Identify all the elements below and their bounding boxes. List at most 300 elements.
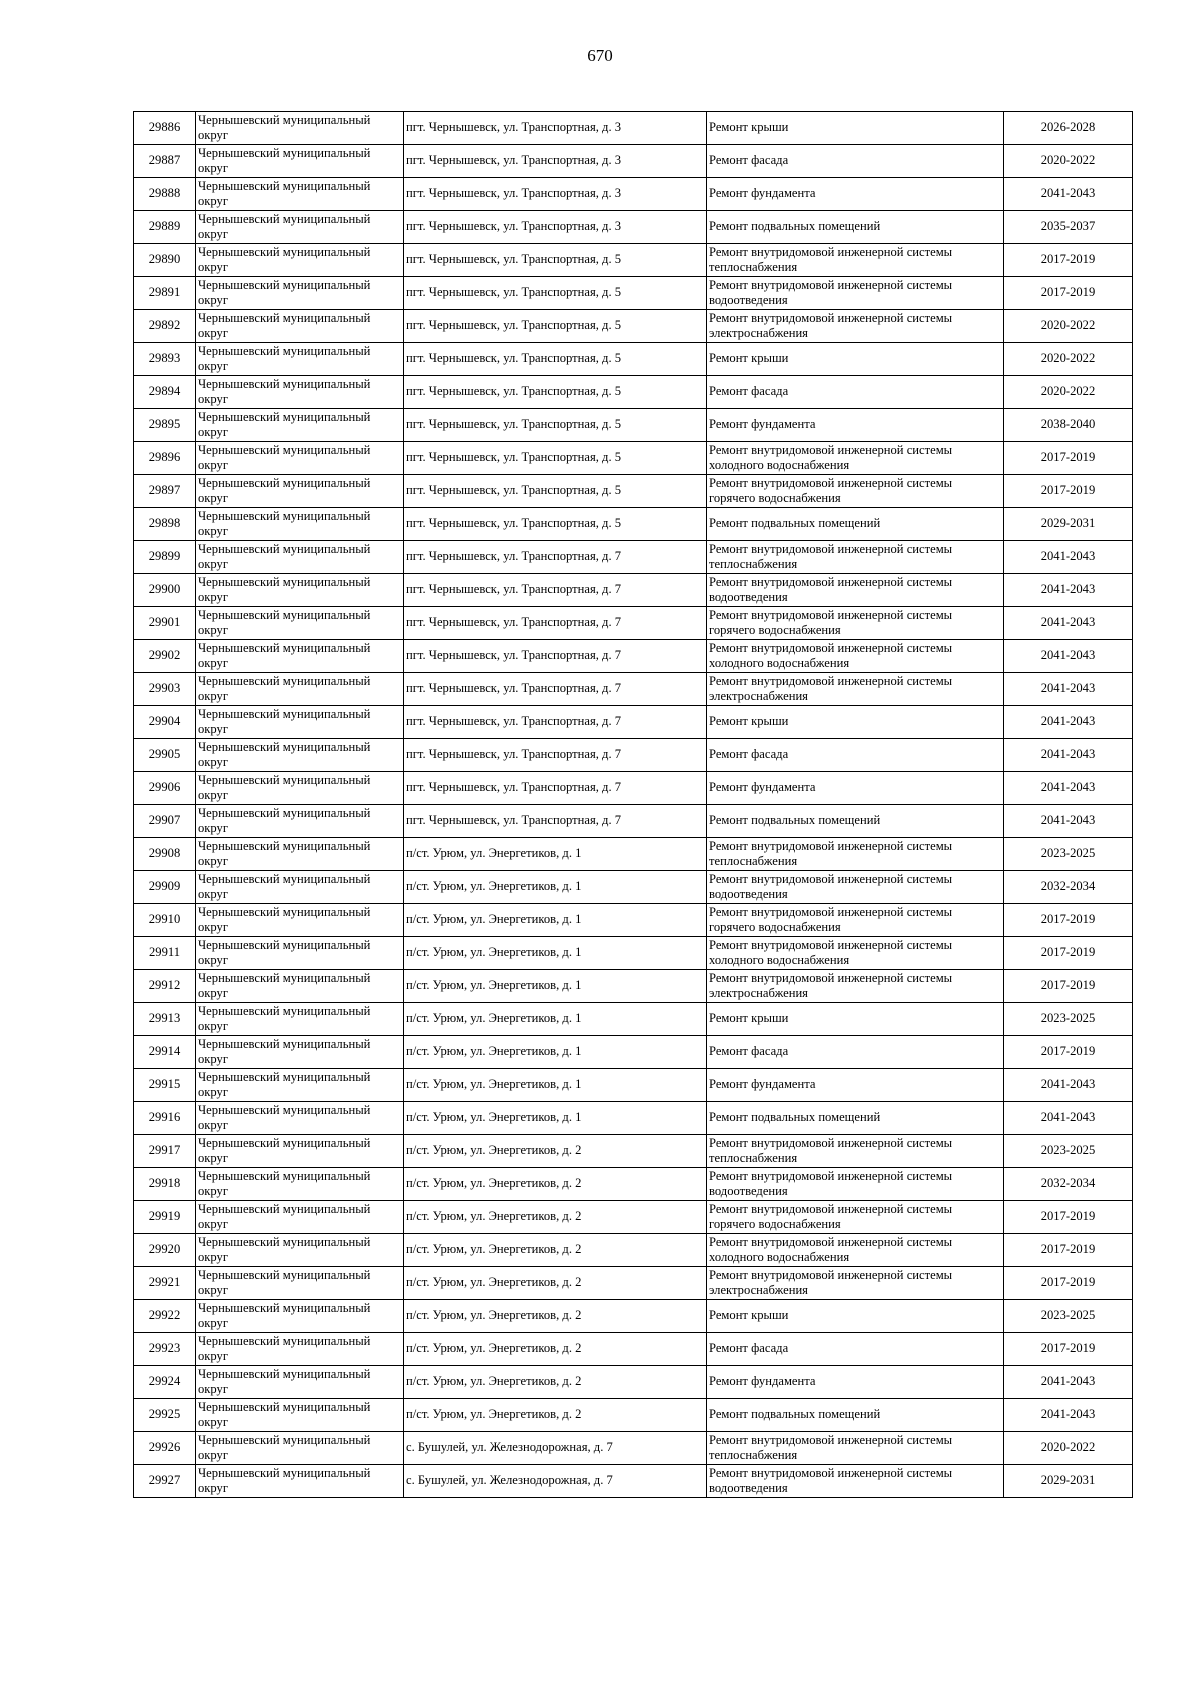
work-type-line: холодного водоснабжения <box>709 458 850 472</box>
table-row <box>134 211 1133 244</box>
row-number: 29892 <box>134 310 196 343</box>
address-cell: пгт. Чернышевск, ул. Транспортная, д. 7 <box>404 772 707 805</box>
municipality-line: округ <box>198 1052 229 1066</box>
address-cell: пгт. Чернышевск, ул. Транспортная, д. 3 <box>404 211 707 244</box>
work-type-line: Ремонт внутридомовой инженерной системы <box>709 244 953 259</box>
municipality-line: округ <box>198 1448 229 1462</box>
municipality-cell <box>196 1102 404 1135</box>
municipality-line: Чернышевский муниципальный <box>198 970 371 985</box>
period-cell: 2023-2025 <box>1004 1135 1133 1168</box>
municipality-line: Чернышевский муниципальный <box>198 409 371 424</box>
work-type-cell <box>707 244 1004 277</box>
table-row <box>134 1300 1133 1333</box>
municipality-line: Чернышевский муниципальный <box>198 244 371 259</box>
municipality-cell <box>196 508 404 541</box>
table-row <box>134 475 1133 508</box>
table-row <box>134 178 1133 211</box>
period-cell: 2017-2019 <box>1004 970 1133 1003</box>
row-number: 29905 <box>134 739 196 772</box>
period-cell: 2041-2043 <box>1004 772 1133 805</box>
table-row <box>134 1135 1133 1168</box>
municipality-line: Чернышевский муниципальный <box>198 112 371 127</box>
period-cell: 2041-2043 <box>1004 574 1133 607</box>
work-type-line: теплоснабжения <box>709 854 798 868</box>
municipality-cell <box>196 211 404 244</box>
municipality-line: Чернышевский муниципальный <box>198 1300 371 1315</box>
work-type-line: холодного водоснабжения <box>709 656 850 670</box>
address-cell: п/ст. Урюм, ул. Энергетиков, д. 2 <box>404 1300 707 1333</box>
municipality-cell <box>196 1267 404 1300</box>
municipality-line: Чернышевский муниципальный <box>198 376 371 391</box>
table-row <box>134 871 1133 904</box>
period-cell: 2041-2043 <box>1004 673 1133 706</box>
address-cell: пгт. Чернышевск, ул. Транспортная, д. 5 <box>404 409 707 442</box>
municipality-line: округ <box>198 953 229 967</box>
work-type-line: Ремонт крыши <box>709 1011 789 1026</box>
table-row <box>134 1201 1133 1234</box>
table-row <box>134 739 1133 772</box>
address-cell: пгт. Чернышевск, ул. Транспортная, д. 5 <box>404 244 707 277</box>
row-number: 29926 <box>134 1432 196 1465</box>
municipality-line: округ <box>198 788 229 802</box>
address-cell: пгт. Чернышевск, ул. Транспортная, д. 7 <box>404 739 707 772</box>
row-number: 29911 <box>134 937 196 970</box>
municipality-line: округ <box>198 656 229 670</box>
municipality-line: округ <box>198 359 229 373</box>
municipality-cell <box>196 1036 404 1069</box>
work-type-cell <box>707 1432 1004 1465</box>
period-cell: 2038-2040 <box>1004 409 1133 442</box>
work-type-cell <box>707 937 1004 970</box>
row-number: 29922 <box>134 1300 196 1333</box>
row-number: 29896 <box>134 442 196 475</box>
page-number: 670 <box>587 46 613 65</box>
work-type-line: водоотведения <box>709 590 788 604</box>
municipality-cell <box>196 574 404 607</box>
municipality-line: Чернышевский муниципальный <box>198 277 371 292</box>
table-row <box>134 805 1133 838</box>
work-type-cell <box>707 343 1004 376</box>
work-type-line: Ремонт внутридомовой инженерной системы <box>709 673 953 688</box>
work-type-line: Ремонт внутридомовой инженерной системы <box>709 277 953 292</box>
table-row <box>134 706 1133 739</box>
row-number: 29914 <box>134 1036 196 1069</box>
municipality-line: округ <box>198 1415 229 1429</box>
municipality-line: Чернышевский муниципальный <box>198 1003 371 1018</box>
address-cell: п/ст. Урюм, ул. Энергетиков, д. 1 <box>404 1069 707 1102</box>
municipality-cell <box>196 673 404 706</box>
work-type-line: Ремонт внутридомовой инженерной системы <box>709 1135 953 1150</box>
address-cell: пгт. Чернышевск, ул. Транспортная, д. 3 <box>404 145 707 178</box>
period-cell: 2020-2022 <box>1004 145 1133 178</box>
table-row <box>134 244 1133 277</box>
table-row <box>134 937 1133 970</box>
municipality-line: Чернышевский муниципальный <box>198 178 371 193</box>
address-cell: пгт. Чернышевск, ул. Транспортная, д. 7 <box>404 574 707 607</box>
address-cell: п/ст. Урюм, ул. Энергетиков, д. 2 <box>404 1399 707 1432</box>
row-number: 29902 <box>134 640 196 673</box>
table-row <box>134 1267 1133 1300</box>
municipality-line: округ <box>198 1118 229 1132</box>
municipality-cell <box>196 145 404 178</box>
work-type-cell <box>707 1399 1004 1432</box>
work-type-line: Ремонт внутридомовой инженерной системы <box>709 838 953 853</box>
row-number: 29919 <box>134 1201 196 1234</box>
work-type-line: горячего водоснабжения <box>709 623 841 637</box>
municipality-cell <box>196 1366 404 1399</box>
municipality-line: Чернышевский муниципальный <box>198 145 371 160</box>
work-type-line: Ремонт фасада <box>709 384 789 399</box>
period-cell: 2035-2037 <box>1004 211 1133 244</box>
table-row <box>134 1465 1133 1498</box>
table-row <box>134 673 1133 706</box>
municipality-cell <box>196 1465 404 1498</box>
municipality-line: округ <box>198 722 229 736</box>
period-cell: 2020-2022 <box>1004 376 1133 409</box>
work-type-cell <box>707 706 1004 739</box>
work-type-line: Ремонт внутридомовой инженерной системы <box>709 1201 953 1216</box>
table-row <box>134 838 1133 871</box>
municipality-cell <box>196 1003 404 1036</box>
municipality-cell <box>196 1432 404 1465</box>
address-cell: с. Бушулей, ул. Железнодорожная, д. 7 <box>404 1432 707 1465</box>
work-type-line: теплоснабжения <box>709 1151 798 1165</box>
municipality-line: Чернышевский муниципальный <box>198 1069 371 1084</box>
municipality-line: Чернышевский муниципальный <box>198 838 371 853</box>
work-type-line: водоотведения <box>709 1481 788 1495</box>
table-row <box>134 1399 1133 1432</box>
row-number: 29923 <box>134 1333 196 1366</box>
row-number: 29886 <box>134 112 196 145</box>
work-type-line: Ремонт внутридомовой инженерной системы <box>709 1267 953 1282</box>
municipality-line: Чернышевский муниципальный <box>198 1267 371 1282</box>
period-cell: 2020-2022 <box>1004 1432 1133 1465</box>
municipality-line: округ <box>198 1250 229 1264</box>
period-cell: 2017-2019 <box>1004 1036 1133 1069</box>
work-type-cell <box>707 1333 1004 1366</box>
address-cell: п/ст. Урюм, ул. Энергетиков, д. 2 <box>404 1366 707 1399</box>
work-type-cell <box>707 376 1004 409</box>
table-row <box>134 1003 1133 1036</box>
period-cell: 2029-2031 <box>1004 508 1133 541</box>
work-type-cell <box>707 1003 1004 1036</box>
work-type-line: теплоснабжения <box>709 260 798 274</box>
period-cell: 2041-2043 <box>1004 706 1133 739</box>
work-type-cell <box>707 409 1004 442</box>
table-row <box>134 640 1133 673</box>
municipality-line: Чернышевский муниципальный <box>198 574 371 589</box>
municipality-line: округ <box>198 1382 229 1396</box>
municipality-line: Чернышевский муниципальный <box>198 442 371 457</box>
work-type-cell <box>707 1135 1004 1168</box>
work-type-line: Ремонт внутридомовой инженерной системы <box>709 1432 953 1447</box>
period-cell: 2041-2043 <box>1004 1102 1133 1135</box>
municipality-line: Чернышевский муниципальный <box>198 640 371 655</box>
row-number: 29897 <box>134 475 196 508</box>
municipality-line: округ <box>198 458 229 472</box>
work-type-line: Ремонт подвальных помещений <box>709 516 881 531</box>
row-number: 29909 <box>134 871 196 904</box>
period-cell: 2020-2022 <box>1004 310 1133 343</box>
work-type-line: горячего водоснабжения <box>709 1217 841 1231</box>
address-cell: пгт. Чернышевск, ул. Транспортная, д. 7 <box>404 541 707 574</box>
work-type-cell <box>707 1036 1004 1069</box>
municipality-cell <box>196 640 404 673</box>
municipality-cell <box>196 310 404 343</box>
period-cell: 2017-2019 <box>1004 244 1133 277</box>
municipality-cell <box>196 277 404 310</box>
address-cell: с. Бушулей, ул. Железнодорожная, д. 7 <box>404 1465 707 1498</box>
period-cell: 2026-2028 <box>1004 112 1133 145</box>
table-row <box>134 343 1133 376</box>
municipality-cell <box>196 1135 404 1168</box>
period-cell: 2017-2019 <box>1004 475 1133 508</box>
period-cell: 2041-2043 <box>1004 739 1133 772</box>
work-type-line: Ремонт внутридомовой инженерной системы <box>709 310 953 325</box>
work-type-cell <box>707 838 1004 871</box>
period-cell: 2017-2019 <box>1004 1267 1133 1300</box>
municipality-line: округ <box>198 1184 229 1198</box>
table-row <box>134 904 1133 937</box>
work-type-line: Ремонт подвальных помещений <box>709 1407 881 1422</box>
table-row <box>134 970 1133 1003</box>
row-number: 29907 <box>134 805 196 838</box>
work-type-line: Ремонт внутридомовой инженерной системы <box>709 1168 953 1183</box>
work-type-cell <box>707 772 1004 805</box>
municipality-line: Чернышевский муниципальный <box>198 871 371 886</box>
work-type-line: Ремонт внутридомовой инженерной системы <box>709 475 953 490</box>
period-cell: 2041-2043 <box>1004 1366 1133 1399</box>
row-number: 29917 <box>134 1135 196 1168</box>
work-type-cell <box>707 805 1004 838</box>
work-type-line: холодного водоснабжения <box>709 1250 850 1264</box>
row-number: 29925 <box>134 1399 196 1432</box>
municipality-line: Чернышевский муниципальный <box>198 211 371 226</box>
municipality-line: Чернышевский муниципальный <box>198 508 371 523</box>
municipality-cell <box>196 1069 404 1102</box>
work-type-line: Ремонт крыши <box>709 1308 789 1323</box>
municipality-line: Чернышевский муниципальный <box>198 739 371 754</box>
municipality-line: округ <box>198 854 229 868</box>
work-type-line: Ремонт фасада <box>709 747 789 762</box>
municipality-line: округ <box>198 1481 229 1495</box>
period-cell: 2032-2034 <box>1004 871 1133 904</box>
row-number: 29890 <box>134 244 196 277</box>
work-type-line: электроснабжения <box>709 326 808 340</box>
municipality-line: округ <box>198 755 229 769</box>
address-cell: п/ст. Урюм, ул. Энергетиков, д. 2 <box>404 1201 707 1234</box>
municipality-line: Чернышевский муниципальный <box>198 343 371 358</box>
municipality-line: Чернышевский муниципальный <box>198 1465 371 1480</box>
work-type-line: водоотведения <box>709 887 788 901</box>
municipality-line: Чернышевский муниципальный <box>198 1333 371 1348</box>
row-number: 29901 <box>134 607 196 640</box>
work-type-line: водоотведения <box>709 1184 788 1198</box>
work-type-line: Ремонт внутридомовой инженерной системы <box>709 607 953 622</box>
address-cell: п/ст. Урюм, ул. Энергетиков, д. 1 <box>404 838 707 871</box>
period-cell: 2017-2019 <box>1004 937 1133 970</box>
work-type-cell <box>707 508 1004 541</box>
municipality-line: Чернышевский муниципальный <box>198 805 371 820</box>
municipality-line: округ <box>198 524 229 538</box>
period-cell: 2041-2043 <box>1004 541 1133 574</box>
work-type-line: электроснабжения <box>709 1283 808 1297</box>
municipality-line: округ <box>198 260 229 274</box>
municipality-line: Чернышевский муниципальный <box>198 1201 371 1216</box>
work-type-cell <box>707 112 1004 145</box>
table-row <box>134 1036 1133 1069</box>
work-type-cell <box>707 178 1004 211</box>
work-type-line: Ремонт внутридомовой инженерной системы <box>709 541 953 556</box>
work-type-cell <box>707 1102 1004 1135</box>
work-type-line: Ремонт фундамента <box>709 1374 816 1389</box>
work-type-cell <box>707 310 1004 343</box>
municipality-line: округ <box>198 623 229 637</box>
municipality-line: Чернышевский муниципальный <box>198 1234 371 1249</box>
period-cell: 2017-2019 <box>1004 277 1133 310</box>
table-row <box>134 1102 1133 1135</box>
work-type-cell <box>707 574 1004 607</box>
address-cell: пгт. Чернышевск, ул. Транспортная, д. 5 <box>404 310 707 343</box>
work-type-line: Ремонт крыши <box>709 351 789 366</box>
municipality-line: округ <box>198 1151 229 1165</box>
table-row <box>134 277 1133 310</box>
table-row <box>134 574 1133 607</box>
row-number: 29920 <box>134 1234 196 1267</box>
address-cell: п/ст. Урюм, ул. Энергетиков, д. 1 <box>404 904 707 937</box>
row-number: 29912 <box>134 970 196 1003</box>
municipality-line: Чернышевский муниципальный <box>198 1102 371 1117</box>
work-type-line: Ремонт фасада <box>709 153 789 168</box>
work-type-line: Ремонт подвальных помещений <box>709 219 881 234</box>
address-cell: п/ст. Урюм, ул. Энергетиков, д. 1 <box>404 937 707 970</box>
municipality-line: округ <box>198 1019 229 1033</box>
table-row <box>134 607 1133 640</box>
work-type-line: Ремонт фундамента <box>709 780 816 795</box>
address-cell: пгт. Чернышевск, ул. Транспортная, д. 7 <box>404 673 707 706</box>
period-cell: 2023-2025 <box>1004 1300 1133 1333</box>
municipality-cell <box>196 739 404 772</box>
work-type-cell <box>707 970 1004 1003</box>
address-cell: п/ст. Урюм, ул. Энергетиков, д. 2 <box>404 1267 707 1300</box>
work-type-cell <box>707 211 1004 244</box>
work-type-line: Ремонт внутридомовой инженерной системы <box>709 871 953 886</box>
period-cell: 2023-2025 <box>1004 838 1133 871</box>
registry-table <box>133 111 1133 1498</box>
row-number: 29887 <box>134 145 196 178</box>
table-row <box>134 772 1133 805</box>
municipality-line: Чернышевский муниципальный <box>198 673 371 688</box>
work-type-line: Ремонт внутридомовой инженерной системы <box>709 1234 953 1249</box>
work-type-cell <box>707 1366 1004 1399</box>
work-type-cell <box>707 1234 1004 1267</box>
period-cell: 2041-2043 <box>1004 1399 1133 1432</box>
table-row <box>134 1168 1133 1201</box>
table-row <box>134 1366 1133 1399</box>
work-type-cell <box>707 673 1004 706</box>
row-number: 29893 <box>134 343 196 376</box>
address-cell: п/ст. Урюм, ул. Энергетиков, д. 2 <box>404 1168 707 1201</box>
period-cell: 2041-2043 <box>1004 607 1133 640</box>
municipality-cell <box>196 937 404 970</box>
municipality-line: Чернышевский муниципальный <box>198 1399 371 1414</box>
row-number: 29908 <box>134 838 196 871</box>
address-cell: пгт. Чернышевск, ул. Транспортная, д. 3 <box>404 178 707 211</box>
address-cell: пгт. Чернышевск, ул. Транспортная, д. 7 <box>404 640 707 673</box>
work-type-line: Ремонт внутридомовой инженерной системы <box>709 937 953 952</box>
table-row <box>134 310 1133 343</box>
address-cell: пгт. Чернышевск, ул. Транспортная, д. 5 <box>404 475 707 508</box>
municipality-line: округ <box>198 491 229 505</box>
address-cell: пгт. Чернышевск, ул. Транспортная, д. 7 <box>404 805 707 838</box>
municipality-cell <box>196 1201 404 1234</box>
municipality-line: округ <box>198 986 229 1000</box>
work-type-line: электроснабжения <box>709 689 808 703</box>
municipality-line: округ <box>198 689 229 703</box>
table-row <box>134 1234 1133 1267</box>
work-type-line: холодного водоснабжения <box>709 953 850 967</box>
period-cell: 2041-2043 <box>1004 640 1133 673</box>
work-type-cell <box>707 442 1004 475</box>
work-type-line: Ремонт фундамента <box>709 1077 816 1092</box>
table-row <box>134 112 1133 145</box>
municipality-line: Чернышевский муниципальный <box>198 937 371 952</box>
period-cell: 2017-2019 <box>1004 1201 1133 1234</box>
work-type-line: Ремонт внутридомовой инженерной системы <box>709 442 953 457</box>
municipality-line: округ <box>198 887 229 901</box>
table-row <box>134 409 1133 442</box>
row-number: 29888 <box>134 178 196 211</box>
address-cell: п/ст. Урюм, ул. Энергетиков, д. 2 <box>404 1333 707 1366</box>
period-cell: 2017-2019 <box>1004 904 1133 937</box>
municipality-line: Чернышевский муниципальный <box>198 1432 371 1447</box>
work-type-line: Ремонт фасада <box>709 1341 789 1356</box>
work-type-line: Ремонт внутридомовой инженерной системы <box>709 970 953 985</box>
row-number: 29913 <box>134 1003 196 1036</box>
municipality-line: Чернышевский муниципальный <box>198 1036 371 1051</box>
municipality-line: Чернышевский муниципальный <box>198 904 371 919</box>
row-number: 29924 <box>134 1366 196 1399</box>
municipality-line: округ <box>198 821 229 835</box>
work-type-cell <box>707 475 1004 508</box>
municipality-cell <box>196 607 404 640</box>
municipality-line: Чернышевский муниципальный <box>198 607 371 622</box>
period-cell: 2017-2019 <box>1004 1333 1133 1366</box>
municipality-cell <box>196 1234 404 1267</box>
municipality-cell <box>196 376 404 409</box>
municipality-line: Чернышевский муниципальный <box>198 1366 371 1381</box>
table-row <box>134 508 1133 541</box>
address-cell: п/ст. Урюм, ул. Энергетиков, д. 2 <box>404 1234 707 1267</box>
work-type-line: Ремонт фундамента <box>709 186 816 201</box>
municipality-line: округ <box>198 293 229 307</box>
municipality-cell <box>196 244 404 277</box>
work-type-cell <box>707 277 1004 310</box>
municipality-cell <box>196 409 404 442</box>
work-type-line: Ремонт внутридомовой инженерной системы <box>709 1465 953 1480</box>
municipality-line: Чернышевский муниципальный <box>198 475 371 490</box>
work-type-cell <box>707 541 1004 574</box>
municipality-cell <box>196 970 404 1003</box>
municipality-cell <box>196 772 404 805</box>
row-number: 29889 <box>134 211 196 244</box>
row-number: 29904 <box>134 706 196 739</box>
municipality-cell <box>196 1399 404 1432</box>
municipality-cell <box>196 442 404 475</box>
municipality-cell <box>196 1168 404 1201</box>
work-type-line: теплоснабжения <box>709 1448 798 1462</box>
municipality-cell <box>196 112 404 145</box>
